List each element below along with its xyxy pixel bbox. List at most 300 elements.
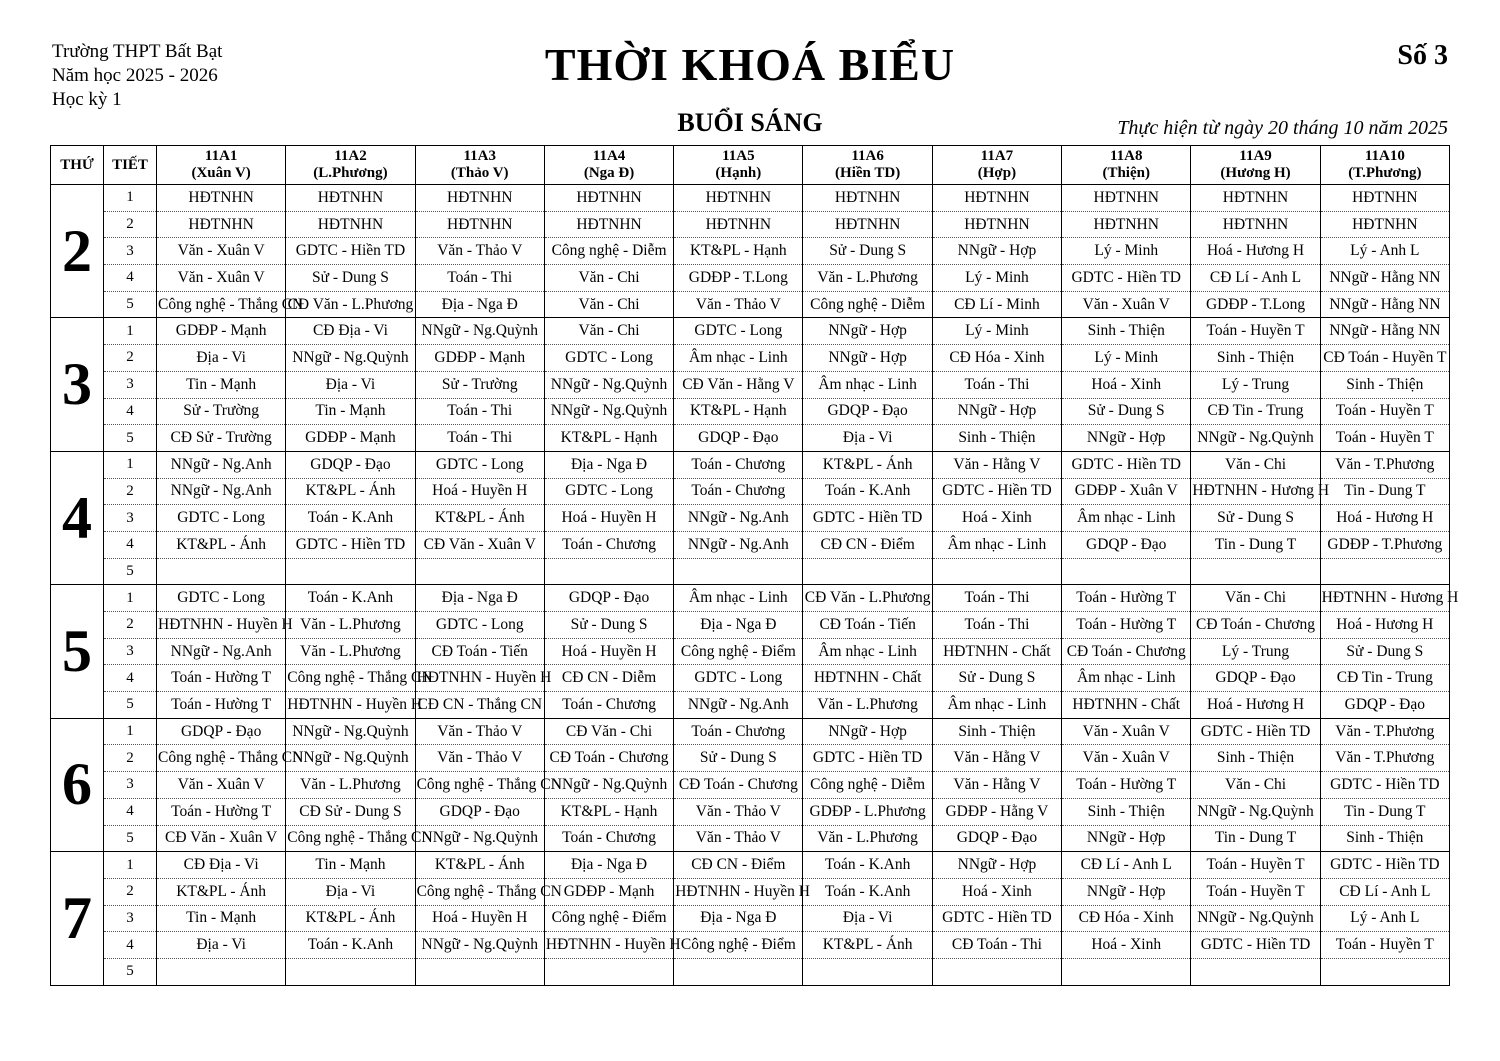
period-row — [51, 185, 1450, 212]
lesson-cell: Sử - Dung S — [674, 745, 803, 772]
lesson-cell: GDĐP - Mạnh — [157, 318, 286, 345]
timetable-header — [51, 146, 1450, 185]
lesson-cell: CĐ CN - Điểm — [803, 531, 932, 558]
lesson-cell: Toán - Hường T — [1062, 772, 1191, 799]
lesson-cell: Văn - Xuân V — [157, 772, 286, 799]
lesson-cell: Địa - Vi — [803, 905, 932, 932]
lesson-cell: NNgữ - Ng.Quỳnh — [286, 345, 415, 372]
lesson-cell: CĐ Tin - Trung — [1320, 665, 1449, 692]
lesson-cell — [415, 558, 544, 585]
period-number: 3 — [104, 772, 157, 799]
lesson-cell: Lý - Minh — [932, 265, 1061, 292]
period-number: 4 — [104, 665, 157, 692]
lesson-cell — [1191, 558, 1320, 585]
period-row — [51, 505, 1450, 532]
lesson-cell: HĐTNHN — [1320, 185, 1449, 212]
lesson-cell: Địa - Nga Đ — [415, 291, 544, 318]
class-teacher: (Nga Đ) — [583, 165, 635, 181]
lesson-cell — [803, 958, 932, 985]
lesson-cell: HĐTNHN — [803, 211, 932, 238]
period-row — [51, 798, 1450, 825]
class-header — [157, 146, 286, 185]
lesson-cell: CĐ CN - Thắng CN — [415, 692, 544, 719]
class-name: 11A4 — [592, 148, 626, 164]
day-label: 5 — [51, 585, 104, 718]
period-row — [51, 692, 1450, 719]
lesson-cell: HĐTNHN — [1191, 185, 1320, 212]
period-row — [51, 878, 1450, 905]
lesson-cell: GDTC - Long — [415, 612, 544, 639]
lesson-cell: Toán - K.Anh — [803, 478, 932, 505]
lesson-cell: Âm nhạc - Linh — [932, 531, 1061, 558]
lesson-cell: CĐ Văn - L.Phương — [803, 585, 932, 612]
lesson-cell: GDTC - Long — [674, 665, 803, 692]
period-number: 5 — [104, 958, 157, 985]
lesson-cell: HĐTNHN - Hương H — [1320, 585, 1449, 612]
lesson-cell: Địa - Nga Đ — [415, 585, 544, 612]
lesson-cell: Văn - Chi — [1191, 585, 1320, 612]
lesson-cell: Tin - Dung T — [1191, 531, 1320, 558]
lesson-cell: GDQP - Đạo — [1062, 531, 1191, 558]
lesson-cell: KT&PL - Hạnh — [544, 798, 673, 825]
lesson-cell: Âm nhạc - Linh — [803, 638, 932, 665]
lesson-cell: Địa - Nga Đ — [674, 612, 803, 639]
period-row — [51, 932, 1450, 959]
lesson-cell: HĐTNHN — [415, 185, 544, 212]
lesson-cell: Tin - Mạnh — [157, 905, 286, 932]
lesson-cell: Lý - Anh L — [1320, 238, 1449, 265]
lesson-cell: Toán - Chương — [674, 478, 803, 505]
class-header — [1320, 146, 1449, 185]
day-label: 6 — [51, 718, 104, 851]
lesson-cell — [1191, 958, 1320, 985]
lesson-cell: Văn - Xuân V — [157, 238, 286, 265]
lesson-cell: CĐ Lí - Minh — [932, 291, 1061, 318]
lesson-cell: GDTC - Long — [157, 505, 286, 532]
lesson-cell: Văn - Xuân V — [1062, 745, 1191, 772]
period-number: 5 — [104, 825, 157, 852]
lesson-cell: Văn - Xuân V — [1062, 718, 1191, 745]
lesson-cell: KT&PL - Ánh — [286, 478, 415, 505]
lesson-cell: Sinh - Thiện — [1320, 371, 1449, 398]
lesson-cell: Tin - Dung T — [1191, 825, 1320, 852]
lesson-cell: NNgữ - Hằng NN — [1320, 265, 1449, 292]
lesson-cell: Lý - Anh L — [1320, 905, 1449, 932]
lesson-cell: Sử - Dung S — [803, 238, 932, 265]
period-row — [51, 398, 1450, 425]
lesson-cell: Toán - Chương — [674, 451, 803, 478]
period-row — [51, 211, 1450, 238]
lesson-cell: Hoá - Huyền H — [544, 505, 673, 532]
period-row — [51, 238, 1450, 265]
lesson-cell: Văn - L.Phương — [803, 825, 932, 852]
lesson-cell: NNgữ - Ng.Quỳnh — [286, 718, 415, 745]
day-label: 2 — [51, 185, 104, 318]
period-number: 4 — [104, 531, 157, 558]
lesson-cell: CĐ Toán - Chương — [544, 745, 673, 772]
period-number: 2 — [104, 745, 157, 772]
period-number: 3 — [104, 238, 157, 265]
lesson-cell: CĐ Sử - Dung S — [286, 798, 415, 825]
lesson-cell: Công nghệ - Diễm — [803, 772, 932, 799]
lesson-cell: CĐ Toán - Chương — [1191, 612, 1320, 639]
class-teacher: (Thảo V) — [450, 165, 509, 181]
period-number: 2 — [104, 211, 157, 238]
lesson-cell: Công nghệ - Điểm — [674, 932, 803, 959]
lesson-cell: GDĐP - Xuân V — [1062, 478, 1191, 505]
lesson-cell: Văn - Chi — [544, 318, 673, 345]
lesson-cell: Văn - T.Phương — [1320, 451, 1449, 478]
lesson-cell: GDĐP - Mạnh — [415, 345, 544, 372]
lesson-cell: Địa - Nga Đ — [674, 905, 803, 932]
lesson-cell: KT&PL - Ánh — [157, 878, 286, 905]
lesson-cell: Hoá - Huyền H — [415, 478, 544, 505]
lesson-cell: Văn - Thảo V — [415, 718, 544, 745]
class-teacher: (Xuân V) — [191, 165, 251, 181]
lesson-cell — [1320, 958, 1449, 985]
lesson-cell: HĐTNHN — [544, 185, 673, 212]
class-teacher: (Thiện) — [1102, 165, 1150, 181]
lesson-cell: GDĐP - L.Phương — [803, 798, 932, 825]
lesson-cell: Toán - Huyền T — [1191, 852, 1320, 879]
lesson-cell: GDTC - Hiền TD — [1191, 932, 1320, 959]
lesson-cell: Sử - Dung S — [1191, 505, 1320, 532]
class-teacher: (Hiền TD) — [835, 165, 901, 181]
lesson-cell: GDĐP - T.Long — [1191, 291, 1320, 318]
day-label: 3 — [51, 318, 104, 451]
lesson-cell: HĐTNHN — [415, 211, 544, 238]
lesson-cell: HĐTNHN - Huyền H — [286, 692, 415, 719]
lesson-cell: GDQP - Đạo — [1320, 692, 1449, 719]
period-row — [51, 665, 1450, 692]
period-number: 2 — [104, 478, 157, 505]
lesson-cell: CĐ Văn - Xuân V — [415, 531, 544, 558]
document-number: Số 3 — [1397, 40, 1448, 71]
class-header — [674, 146, 803, 185]
lesson-cell: Toán - K.Anh — [286, 505, 415, 532]
timetable — [50, 145, 1459, 986]
lesson-cell: Công nghệ - Thắng CN — [415, 772, 544, 799]
lesson-cell: GDTC - Long — [544, 345, 673, 372]
lesson-cell: NNgữ - Hợp — [932, 852, 1061, 879]
lesson-cell: Toán - Thi — [932, 371, 1061, 398]
lesson-cell: Văn - T.Phương — [1320, 718, 1449, 745]
lesson-cell: Sử - Dung S — [544, 612, 673, 639]
lesson-cell: Địa - Vi — [803, 425, 932, 452]
lesson-cell: Địa - Vi — [286, 878, 415, 905]
lesson-cell: HĐTNHN — [803, 185, 932, 212]
lesson-cell — [157, 558, 286, 585]
class-name: 11A9 — [1239, 148, 1272, 164]
lesson-cell: Văn - Chi — [544, 265, 673, 292]
lesson-cell: CĐ Sử - Trường — [157, 425, 286, 452]
class-name: 11A8 — [1109, 148, 1143, 164]
lesson-cell: Công nghệ - Điểm — [674, 638, 803, 665]
class-name: 11A2 — [334, 148, 367, 164]
lesson-cell: Sử - Dung S — [932, 665, 1061, 692]
lesson-cell: Văn - Chi — [544, 291, 673, 318]
lesson-cell: Toán - Thi — [415, 265, 544, 292]
lesson-cell: Hoá - Xinh — [1062, 932, 1191, 959]
period-number: 4 — [104, 932, 157, 959]
lesson-cell: NNgữ - Ng.Anh — [157, 478, 286, 505]
period-number: 5 — [104, 692, 157, 719]
class-teacher: (Hạnh) — [715, 165, 762, 181]
day-label: 7 — [51, 852, 104, 985]
lesson-cell: KT&PL - Ánh — [157, 531, 286, 558]
lesson-cell: KT&PL - Ánh — [286, 905, 415, 932]
lesson-cell: Hoá - Xinh — [932, 505, 1061, 532]
lesson-cell: CĐ Toán - Chương — [1062, 638, 1191, 665]
lesson-cell: Văn - T.Phương — [1320, 745, 1449, 772]
period-row — [51, 585, 1450, 612]
class-name: 11A10 — [1364, 148, 1405, 164]
effective-date: Thực hiện từ ngày 20 tháng 10 năm 2025 — [1117, 117, 1448, 139]
period-row — [51, 291, 1450, 318]
lesson-cell: NNgữ - Ng.Anh — [674, 531, 803, 558]
lesson-cell: GDĐP - T.Phương — [1320, 531, 1449, 558]
lesson-cell — [803, 558, 932, 585]
lesson-cell: Sử - Dung S — [1320, 638, 1449, 665]
lesson-cell — [544, 958, 673, 985]
lesson-cell: KT&PL - Hạnh — [674, 238, 803, 265]
lesson-cell: Tin - Dung T — [1320, 798, 1449, 825]
period-row — [51, 478, 1450, 505]
lesson-cell: Văn - Xuân V — [1062, 291, 1191, 318]
lesson-cell: HĐTNHN — [674, 211, 803, 238]
lesson-cell: Công nghệ - Thắng CN — [157, 745, 286, 772]
lesson-cell: GDĐP - Mạnh — [544, 878, 673, 905]
lesson-cell: Toán - K.Anh — [286, 585, 415, 612]
lesson-cell: GDQP - Đạo — [157, 718, 286, 745]
lesson-cell: GDTC - Hiền TD — [1191, 718, 1320, 745]
page-title: THỜI KHOÁ BIỂU — [544, 39, 956, 90]
lesson-cell: Sử - Dung S — [286, 265, 415, 292]
lesson-cell: GDTC - Hiền TD — [1062, 451, 1191, 478]
class-header — [1191, 146, 1320, 185]
lesson-cell: NNgữ - Hợp — [1062, 425, 1191, 452]
lesson-cell: NNgữ - Ng.Quỳnh — [544, 772, 673, 799]
lesson-cell: GDTC - Hiền TD — [1062, 265, 1191, 292]
lesson-cell — [415, 958, 544, 985]
session-title: BUỔI SÁNG — [677, 108, 823, 137]
class-name: 11A5 — [722, 148, 755, 164]
class-header — [932, 146, 1061, 185]
lesson-cell: Sinh - Thiện — [932, 718, 1061, 745]
lesson-cell: Công nghệ - Diễm — [803, 291, 932, 318]
period-row — [51, 451, 1450, 478]
lesson-cell: Tin - Mạnh — [286, 852, 415, 879]
lesson-cell: Địa - Vi — [286, 371, 415, 398]
period-row — [51, 905, 1450, 932]
lesson-cell: KT&PL - Hạnh — [674, 398, 803, 425]
lesson-cell: Văn - Thảo V — [674, 825, 803, 852]
lesson-cell: GDĐP - T.Long — [674, 265, 803, 292]
lesson-cell: Âm nhạc - Linh — [803, 371, 932, 398]
lesson-cell: HĐTNHN - Huyền H — [415, 665, 544, 692]
lesson-cell: CĐ CN - Điểm — [674, 852, 803, 879]
period-row — [51, 345, 1450, 372]
lesson-cell: HĐTNHN — [157, 211, 286, 238]
period-row — [51, 958, 1450, 985]
lesson-cell: KT&PL - Ánh — [415, 505, 544, 532]
lesson-cell — [286, 558, 415, 585]
period-number: 1 — [104, 718, 157, 745]
class-header — [1062, 146, 1191, 185]
period-number: 5 — [104, 558, 157, 585]
lesson-cell: GDQP - Đạo — [674, 425, 803, 452]
period-number: 3 — [104, 638, 157, 665]
period-number: 5 — [104, 291, 157, 318]
lesson-cell: NNgữ - Ng.Quỳnh — [415, 318, 544, 345]
period-number: 4 — [104, 265, 157, 292]
lesson-cell: Toán - Hường T — [157, 798, 286, 825]
lesson-cell: GDĐP - Mạnh — [286, 425, 415, 452]
lesson-cell: GDQP - Đạo — [932, 825, 1061, 852]
lesson-cell: GDTC - Hiền TD — [286, 238, 415, 265]
period-row — [51, 558, 1450, 585]
lesson-cell: NNgữ - Ng.Quỳnh — [544, 371, 673, 398]
lesson-cell: Toán - Hường T — [1062, 612, 1191, 639]
lesson-cell: CĐ Văn - Xuân V — [157, 825, 286, 852]
lesson-cell: HĐTNHN — [932, 185, 1061, 212]
class-name: 11A7 — [980, 148, 1014, 164]
lesson-cell — [1320, 558, 1449, 585]
period-number: 5 — [104, 425, 157, 452]
lesson-cell: CĐ Văn - Hằng V — [674, 371, 803, 398]
lesson-cell — [674, 958, 803, 985]
lesson-cell: Công nghệ - Thắng CN — [286, 825, 415, 852]
lesson-cell: NNgữ - Ng.Quỳnh — [1191, 905, 1320, 932]
lesson-cell: CĐ Toán - Huyền T — [1320, 345, 1449, 372]
period-row — [51, 638, 1450, 665]
lesson-cell: GDTC - Hiền TD — [1320, 852, 1449, 879]
period-number: 3 — [104, 905, 157, 932]
lesson-cell: Văn - Hằng V — [932, 772, 1061, 799]
lesson-cell: Lý - Trung — [1191, 638, 1320, 665]
lesson-cell: NNgữ - Ng.Anh — [157, 451, 286, 478]
lesson-cell: Hoá - Huyền H — [544, 638, 673, 665]
class-teacher: (Hợp) — [977, 165, 1017, 181]
lesson-cell: GDQP - Đạo — [803, 398, 932, 425]
lesson-cell: Lý - Minh — [932, 318, 1061, 345]
lesson-cell: GDTC - Hiền TD — [803, 505, 932, 532]
lesson-cell: Tin - Dung T — [1320, 478, 1449, 505]
lesson-cell: Văn - Thảo V — [415, 745, 544, 772]
class-name: 11A6 — [851, 148, 884, 164]
lesson-cell: NNgữ - Hợp — [803, 318, 932, 345]
lesson-cell: Âm nhạc - Linh — [1062, 505, 1191, 532]
period-number: 3 — [104, 371, 157, 398]
lesson-cell: Công nghệ - Thắng CN — [415, 878, 544, 905]
lesson-cell: Sử - Trường — [157, 398, 286, 425]
lesson-cell: NNgữ - Ng.Quỳnh — [415, 825, 544, 852]
lesson-cell: NNgữ - Ng.Quỳnh — [415, 932, 544, 959]
period-row — [51, 425, 1450, 452]
lesson-cell: NNgữ - Ng.Quỳnh — [1191, 798, 1320, 825]
lesson-cell: CĐ Văn - Chi — [544, 718, 673, 745]
lesson-cell: Công nghệ - Thắng CN — [157, 291, 286, 318]
period-number: 4 — [104, 798, 157, 825]
lesson-cell: Toán - K.Anh — [286, 932, 415, 959]
class-name: 11A3 — [463, 148, 496, 164]
lesson-cell: Toán - Chương — [674, 718, 803, 745]
lesson-cell: GDTC - Hiền TD — [286, 531, 415, 558]
period-row — [51, 745, 1450, 772]
lesson-cell: Văn - Xuân V — [157, 265, 286, 292]
class-header — [544, 146, 673, 185]
lesson-cell: KT&PL - Ánh — [803, 932, 932, 959]
period-number: 1 — [104, 585, 157, 612]
header-thu: THỨ — [51, 146, 104, 185]
lesson-cell: HĐTNHN — [286, 185, 415, 212]
lesson-cell: GDTC - Hiền TD — [803, 745, 932, 772]
period-row — [51, 265, 1450, 292]
period-row — [51, 772, 1450, 799]
period-number: 2 — [104, 612, 157, 639]
lesson-cell: Văn - Chi — [1191, 772, 1320, 799]
lesson-cell: HĐTNHN — [157, 185, 286, 212]
lesson-cell: Sinh - Thiện — [1191, 745, 1320, 772]
class-teacher: (L.Phương) — [313, 165, 388, 181]
lesson-cell: HĐTNHN - Hương H — [1191, 478, 1320, 505]
lesson-cell: Hoá - Hương H — [1320, 612, 1449, 639]
lesson-cell: NNgữ - Hợp — [803, 718, 932, 745]
header-tiet: TIẾT — [104, 146, 157, 185]
lesson-cell: Toán - Huyền T — [1191, 878, 1320, 905]
lesson-cell: Lý - Minh — [1062, 238, 1191, 265]
lesson-cell: HĐTNHN — [932, 211, 1061, 238]
lesson-cell: Văn - L.Phương — [286, 638, 415, 665]
lesson-cell: NNgữ - Ng.Quỳnh — [544, 398, 673, 425]
class-header — [286, 146, 415, 185]
lesson-cell: CĐ Hóa - Xinh — [1062, 905, 1191, 932]
lesson-cell — [674, 558, 803, 585]
lesson-cell: Lý - Trung — [1191, 371, 1320, 398]
period-row — [51, 318, 1450, 345]
period-row — [51, 718, 1450, 745]
lesson-cell: KT&PL - Ánh — [415, 852, 544, 879]
school-name: Trường THPT Bất Bạt — [52, 41, 223, 62]
lesson-cell: Âm nhạc - Linh — [674, 345, 803, 372]
day-label: 4 — [51, 451, 104, 584]
period-number: 4 — [104, 398, 157, 425]
class-name: 11A1 — [204, 148, 238, 164]
lesson-cell: Toán - Chương — [544, 692, 673, 719]
lesson-cell: GDQP - Đạo — [286, 451, 415, 478]
lesson-cell: CĐ Lí - Anh L — [1191, 265, 1320, 292]
lesson-cell: Địa - Nga Đ — [544, 852, 673, 879]
lesson-cell: GDTC - Long — [544, 478, 673, 505]
lesson-cell — [1062, 958, 1191, 985]
lesson-cell: Hoá - Hương H — [1191, 238, 1320, 265]
period-row — [51, 531, 1450, 558]
lesson-cell: CĐ Địa - Vi — [157, 852, 286, 879]
period-number: 1 — [104, 185, 157, 212]
lesson-cell: Sử - Dung S — [1062, 398, 1191, 425]
lesson-cell: Hoá - Xinh — [932, 878, 1061, 905]
lesson-cell: Văn - Hằng V — [932, 745, 1061, 772]
lesson-cell: CĐ Toán - Thi — [932, 932, 1061, 959]
lesson-cell: Văn - Thảo V — [674, 798, 803, 825]
school-term: Học kỳ 1 — [52, 89, 122, 110]
lesson-cell: Âm nhạc - Linh — [1062, 665, 1191, 692]
class-teacher: (T.Phương) — [1348, 165, 1422, 181]
lesson-cell: NNgữ - Ng.Anh — [157, 638, 286, 665]
lesson-cell: Hoá - Xinh — [1062, 371, 1191, 398]
lesson-cell: KT&PL - Ánh — [803, 451, 932, 478]
lesson-cell: Sử - Trường — [415, 371, 544, 398]
